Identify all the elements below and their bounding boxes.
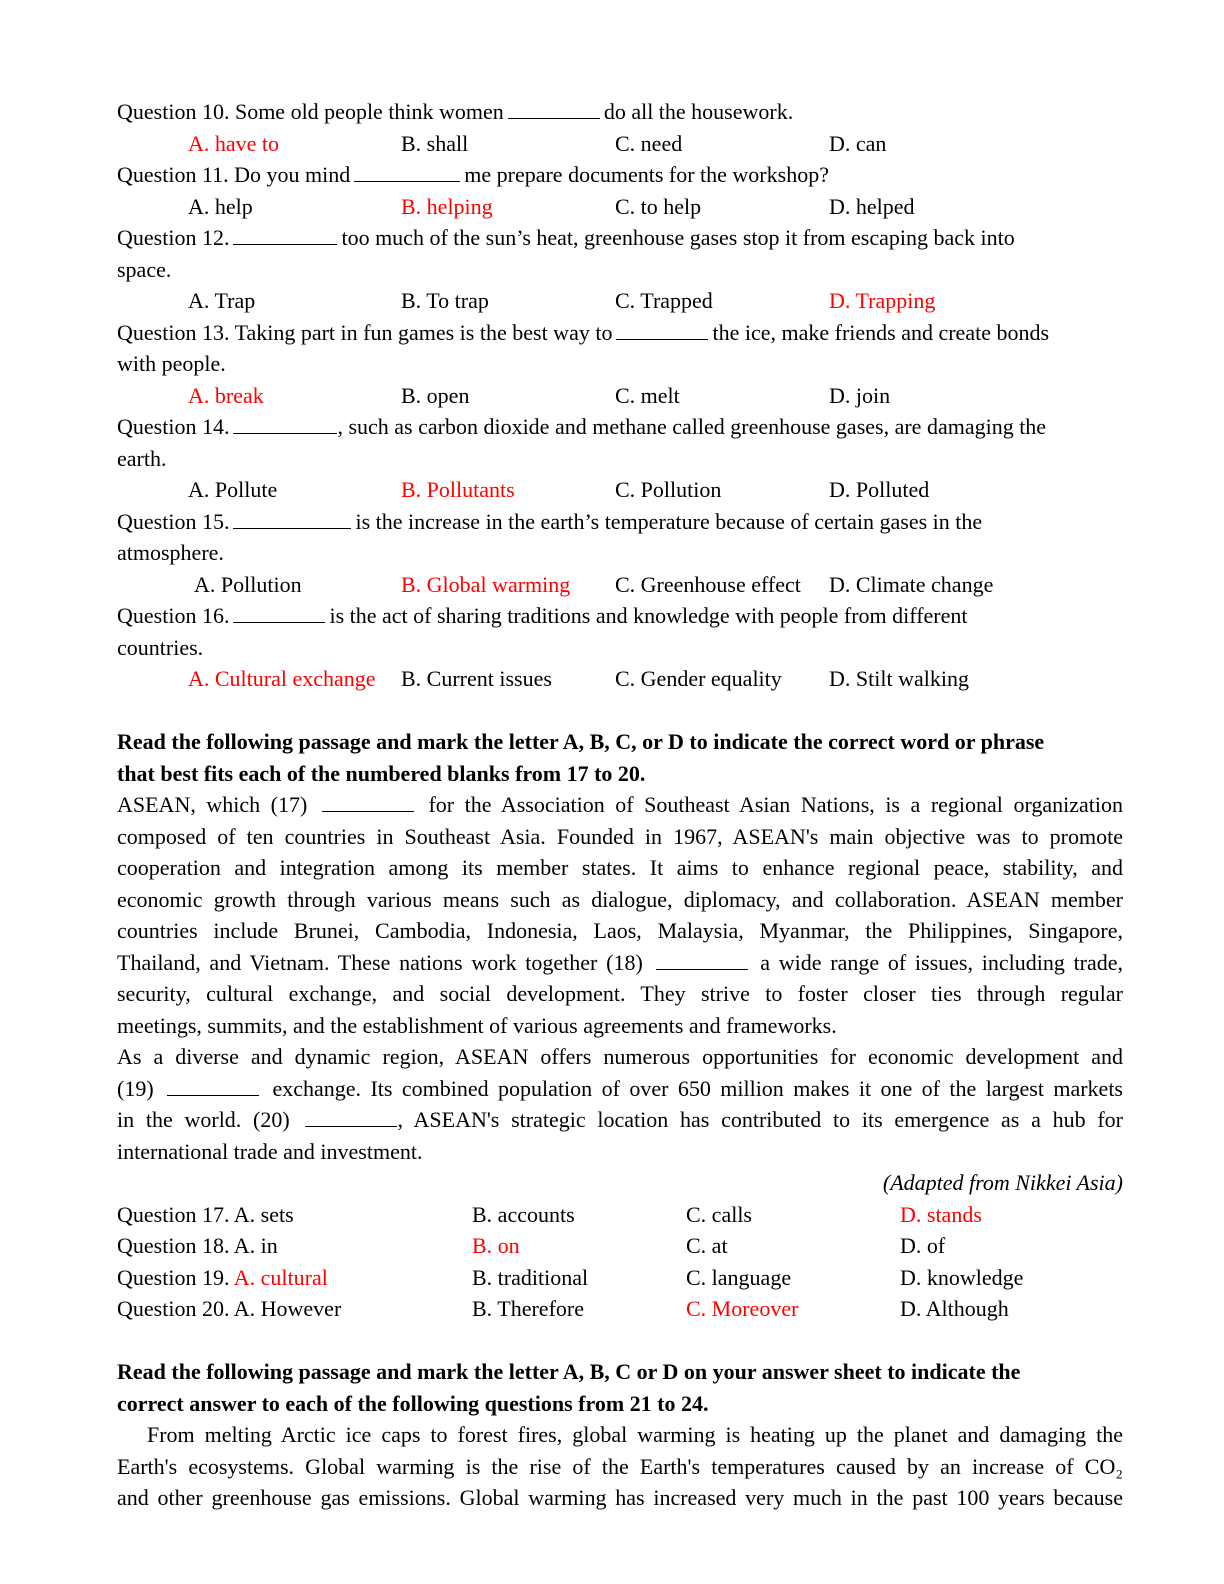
blank-17 — [322, 792, 414, 812]
options-12 — [117, 285, 1123, 317]
option-b[interactable]: B. Pollutants — [401, 477, 515, 502]
question-label: Question 18. A. in — [117, 1233, 278, 1258]
question-12-continued: space. — [117, 256, 172, 282]
spacer — [117, 1325, 1123, 1357]
passage-line: international trade and investment. — [117, 1138, 423, 1164]
passage-line: composed of ten countries in Southeast Asia. Founded in 1967, ASEAN's main objective was to promote — [117, 823, 1123, 849]
blank-18 — [656, 950, 748, 970]
option-a[interactable]: A. Cultural exchange — [188, 666, 376, 691]
question-label: Question 17. A. sets — [117, 1201, 294, 1227]
option-d[interactable]: D. of — [900, 1233, 946, 1258]
passage-line: cooperation and integration among its member states. It aims to enhance regional peace, stability, and — [117, 855, 1123, 880]
answer-blank — [233, 225, 337, 245]
answer-blank — [233, 603, 325, 623]
question-17 — [117, 1199, 1123, 1231]
question-stem: is the act of sharing traditions and knowledge with people from different — [329, 603, 968, 628]
option-d[interactable]: D. Stilt walking — [829, 666, 969, 691]
blank-19 — [167, 1076, 259, 1096]
question-stem: Taking part in fun games is the best way to — [234, 319, 613, 345]
passage-line — [117, 789, 1123, 821]
passage-line — [117, 1104, 1123, 1136]
question-19 — [117, 1262, 1123, 1294]
question-15 — [117, 506, 1123, 538]
question-number: Question 10. — [117, 99, 230, 124]
passage-text: in the world. (20) — [117, 1107, 290, 1132]
question-14-continued: earth. — [117, 445, 167, 471]
option-d[interactable]: D. stands — [900, 1201, 982, 1227]
option-d[interactable]: D. can — [829, 130, 887, 156]
options-13 — [117, 380, 1123, 412]
passage-text: (19) — [117, 1075, 154, 1101]
option-a[interactable]: A. Trap — [188, 288, 256, 313]
options-16 — [117, 663, 1123, 695]
answer-blank — [354, 162, 460, 182]
options-15 — [117, 569, 1123, 601]
passage-line: As a diverse and dynamic region, ASEAN offers numerous opportunities for economic development and — [117, 1044, 1123, 1069]
options-10 — [117, 128, 1123, 160]
question-stem: , such as carbon dioxide and methane called greenhouse gases, are damaging the — [337, 414, 1047, 439]
source-citation: (Adapted from Nikkei Asia) — [882, 1170, 1123, 1195]
option-c[interactable]: C. Greenhouse effect — [615, 571, 801, 597]
option-c[interactable]: C. to help — [615, 193, 702, 219]
passage-line — [117, 1073, 1123, 1105]
question-10 — [117, 96, 1123, 128]
option-b[interactable]: B. Global warming — [401, 571, 571, 597]
question-stem: Some old people think women — [234, 99, 504, 124]
answer-blank — [616, 320, 708, 340]
option-d[interactable]: D. join — [829, 382, 891, 408]
option-c[interactable]: C. language — [686, 1264, 792, 1290]
option-c[interactable]: C. need — [615, 130, 683, 156]
option-d[interactable]: D. Trapping — [829, 288, 936, 313]
option-a[interactable]: A. help — [188, 193, 253, 219]
passage-line: From melting Arctic ice caps to forest fires, global warming is heating up the planet and damaging the — [147, 1422, 1123, 1447]
question-number: Question 15. — [117, 508, 230, 534]
options-14 — [117, 474, 1123, 506]
section-3-instruction: Read the following passage and mark the letter A, B, C or D on your answer sheet to indicate the — [117, 1359, 1021, 1384]
blank-20 — [305, 1107, 397, 1127]
option-a[interactable]: A. sets — [233, 1201, 294, 1227]
section-2-instruction-cont: that best fits each of the numbered blanks from 17 to 20. — [117, 760, 646, 786]
option-a[interactable]: A. have to — [188, 130, 280, 156]
option-b[interactable]: B. on — [472, 1233, 520, 1258]
question-13-continued: with people. — [117, 351, 226, 376]
question-label: Question 20. A. However — [117, 1296, 342, 1321]
option-c[interactable]: C. Pollution — [615, 477, 722, 502]
option-c[interactable]: C. Trapped — [615, 288, 713, 313]
option-b[interactable]: B. Therefore — [472, 1296, 584, 1321]
question-16 — [117, 600, 1123, 632]
question-11 — [117, 159, 1123, 191]
question-stem: Do you mind — [234, 162, 351, 187]
question-13 — [117, 317, 1123, 349]
passage-line: economic growth through various means such as dialogue, diplomacy, and collaboration. ASEAN member — [117, 886, 1123, 912]
option-c[interactable]: C. Gender equality — [615, 666, 782, 691]
passage-line: meetings, summits, and the establishment of various agreements and frameworks. — [117, 1012, 837, 1038]
passage-line — [117, 947, 1123, 979]
option-b[interactable]: B. Current issues — [401, 666, 552, 691]
option-c[interactable]: C. at — [686, 1233, 728, 1258]
option-a[interactable]: A. Pollution — [194, 571, 302, 597]
option-d[interactable]: D. Although — [900, 1296, 1009, 1321]
passage-line: security, cultural exchange, and social development. They strive to foster closer ties through regular — [117, 981, 1123, 1006]
question-12 — [117, 222, 1123, 254]
option-b[interactable]: B. traditional — [472, 1264, 589, 1290]
question-15-continued: atmosphere. — [117, 540, 224, 565]
option-d[interactable]: D. Climate change — [829, 571, 994, 597]
option-c[interactable]: C. Moreover — [686, 1296, 799, 1321]
option-d[interactable]: D. knowledge — [900, 1264, 1024, 1290]
spacer — [117, 695, 1123, 727]
question-stem: me prepare documents for the workshop? — [464, 162, 829, 187]
question-stem: is the increase in the earth’s temperature because of certain gases in the — [355, 508, 983, 534]
option-a[interactable]: A. break — [188, 382, 264, 408]
option-b[interactable]: B. To trap — [401, 288, 489, 313]
passage-text: a wide range of issues, including trade, — [760, 949, 1124, 975]
question-stem: the ice, make friends and create bonds — [712, 319, 1050, 345]
option-a[interactable]: A. Pollute — [188, 477, 278, 502]
question-number: Question 14. — [117, 414, 230, 439]
option-c[interactable]: C. calls — [686, 1201, 752, 1227]
question-14 — [117, 411, 1123, 443]
section-2-instruction: Read the following passage and mark the letter A, B, C, or D to indicate the correct word or phrase — [117, 729, 1045, 754]
passage-line: and other greenhouse gas emissions. Global warming has increased very much in the past 100 years because — [117, 1485, 1123, 1510]
question-label: Question 19. A. cultural — [117, 1264, 328, 1290]
section-3-instruction-cont: correct answer to each of the following questions from 21 to 24. — [117, 1390, 709, 1416]
question-18 — [117, 1230, 1123, 1262]
passage-line: countries include Brunei, Cambodia, Indonesia, Laos, Malaysia, Myanmar, the Philippines, Singapore, — [117, 918, 1123, 943]
passage-text: for the Association of Southeast Asian Nations, is a regional organization — [428, 792, 1124, 817]
passage-text: ASEAN, which (17) — [117, 792, 308, 817]
option-a[interactable]: A. However — [233, 1296, 342, 1321]
question-20 — [117, 1293, 1123, 1325]
answer-blank — [508, 99, 600, 119]
question-stem: too much of the sun’s heat, greenhouse gases stop it from escaping back into — [341, 225, 1015, 250]
question-number: Question 11. — [117, 162, 229, 187]
option-a[interactable]: A. in — [233, 1233, 278, 1258]
question-16-continued: countries. — [117, 634, 204, 660]
worksheet-page — [117, 96, 1123, 1514]
question-stem: do all the housework. — [603, 99, 794, 124]
option-b[interactable]: B. accounts — [472, 1201, 575, 1227]
option-a[interactable]: A. cultural — [233, 1264, 328, 1290]
option-b[interactable]: B. shall — [401, 130, 469, 156]
question-number: Question 16. — [117, 603, 230, 628]
passage-line: Earth's ecosystems. Global warming is the rise of the Earth's temperatures caused by an increase of CO₂ — [117, 1453, 1123, 1479]
option-b[interactable]: B. open — [401, 382, 470, 408]
answer-blank — [233, 509, 351, 529]
answer-blank — [233, 414, 337, 434]
options-11 — [117, 191, 1123, 223]
passage-text: exchange. Its combined population of over 650 million makes it one of the largest markets — [272, 1075, 1123, 1101]
passage-text: , ASEAN's strategic location has contributed to its emergence as a hub for — [397, 1107, 1124, 1132]
option-c[interactable]: C. melt — [615, 382, 680, 408]
option-d[interactable]: D. Polluted — [829, 477, 930, 502]
option-d[interactable]: D. helped — [829, 193, 915, 219]
question-number: Question 13. — [117, 319, 230, 345]
question-number: Question 12. — [117, 225, 230, 250]
option-b[interactable]: B. helping — [401, 193, 493, 219]
passage-text: Thailand, and Vietnam. These nations work together (18) — [117, 949, 643, 975]
